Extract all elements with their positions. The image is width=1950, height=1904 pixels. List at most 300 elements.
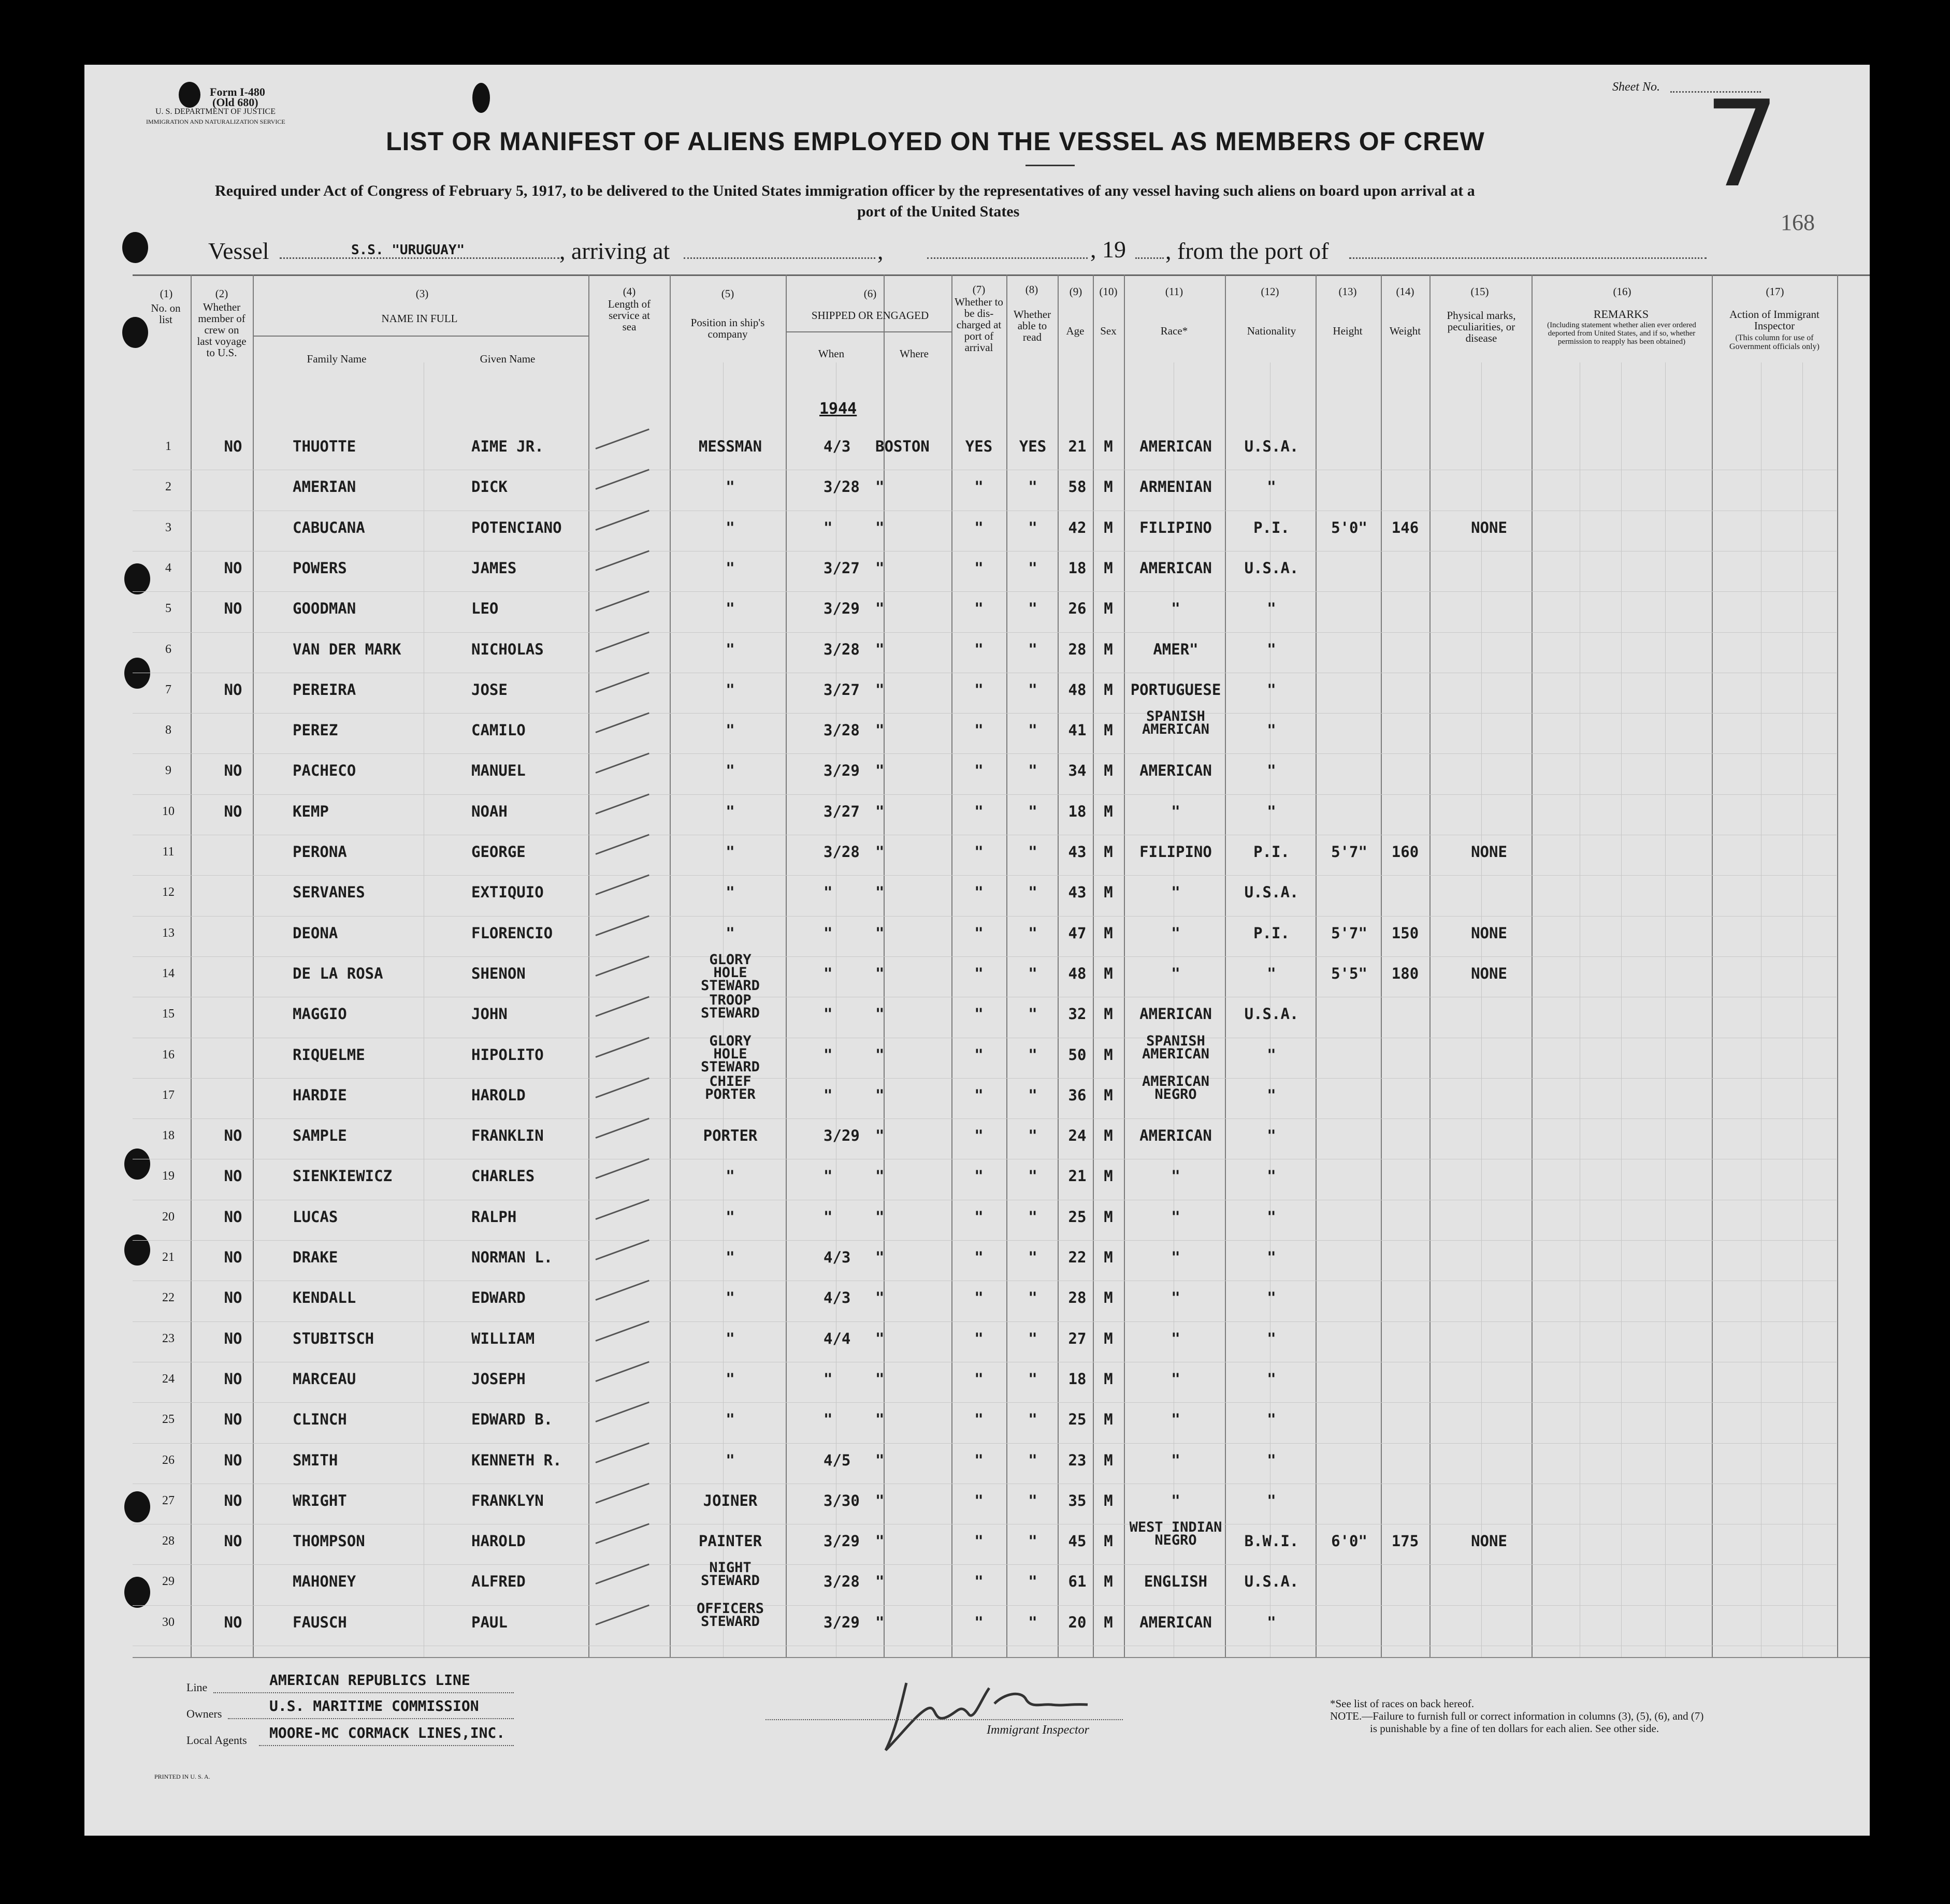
discharged: "	[974, 1045, 984, 1064]
owners-value: U.S. MARITIME COMMISSION	[269, 1697, 479, 1714]
col-15-header: Physical marks, peculiarities, or disease	[1447, 309, 1516, 344]
col-10-number: (10)	[1099, 285, 1118, 298]
col-4-header: Length of service at sea	[608, 298, 651, 333]
race: "	[1171, 1248, 1180, 1266]
height: 5'5"	[1331, 964, 1367, 982]
nationality: "	[1267, 1613, 1276, 1631]
age: 23	[1068, 1451, 1087, 1469]
physical-marks: NONE	[1471, 924, 1507, 942]
family-name: KENDALL	[293, 1289, 356, 1307]
position: "	[726, 843, 735, 861]
age: 27	[1068, 1329, 1087, 1347]
shipped-where: "	[875, 478, 885, 496]
discharged: "	[974, 1005, 984, 1023]
nationality: "	[1267, 1127, 1276, 1145]
sex: M	[1104, 640, 1113, 658]
shipped-where: "	[875, 883, 885, 902]
arriving-dotted-line	[684, 257, 875, 259]
weight: 160	[1391, 843, 1419, 861]
age: 32	[1068, 1005, 1087, 1023]
age: 35	[1068, 1491, 1087, 1509]
discharged: "	[974, 600, 984, 618]
given-name: MANUEL	[471, 762, 526, 780]
grid-line	[1621, 362, 1622, 1657]
row-rule	[133, 632, 1837, 633]
position: "	[726, 1329, 735, 1347]
race: "	[1171, 1289, 1180, 1307]
shipped-where: "	[875, 518, 885, 536]
age: 36	[1068, 1086, 1087, 1104]
position: "	[726, 1248, 735, 1266]
able-to-read: "	[1028, 924, 1037, 942]
previous-voyage: NO	[224, 559, 242, 577]
vessel-name: S.S. "URUGUAY"	[351, 242, 465, 258]
shipped-where: "	[875, 802, 885, 820]
position: "	[726, 640, 735, 658]
age: 42	[1068, 518, 1087, 536]
position: GLORY HOLE STEWARD	[701, 951, 760, 994]
age: 22	[1068, 1248, 1087, 1266]
discharged: "	[974, 843, 984, 861]
row-rule	[133, 1402, 1837, 1403]
age: 43	[1068, 843, 1087, 861]
given-name: LEO	[471, 600, 499, 618]
col-6-header: SHIPPED OR ENGAGED	[811, 309, 929, 322]
shipped-where: "	[875, 1329, 885, 1347]
discharged: "	[974, 1167, 984, 1185]
given-name: RALPH	[471, 1208, 517, 1226]
given-name: GEORGE	[471, 843, 526, 861]
col-13-header: Height	[1333, 325, 1363, 337]
row-rule	[133, 591, 1837, 592]
given-name: CHARLES	[471, 1167, 535, 1185]
col-divider	[786, 274, 787, 1657]
given-name: EXTIQUIO	[471, 883, 544, 902]
position: GLORY HOLE STEWARD	[701, 1033, 760, 1075]
nationality: P.I.	[1253, 518, 1290, 536]
family-name: STUBITSCH	[293, 1329, 374, 1347]
nationality: "	[1267, 802, 1276, 820]
race: "	[1171, 1451, 1180, 1469]
previous-voyage: NO	[224, 680, 242, 699]
race: "	[1171, 802, 1180, 820]
col-divider	[670, 274, 671, 1657]
family-name: DE LA ROSA	[293, 964, 383, 982]
row-number: 13	[162, 926, 175, 940]
able-to-read: "	[1028, 802, 1037, 820]
shipped-when: 3/28	[824, 843, 860, 861]
age: 61	[1068, 1573, 1087, 1591]
able-to-read: "	[1028, 478, 1037, 496]
row-number: 16	[162, 1048, 175, 1062]
sex: M	[1104, 721, 1113, 739]
discharged: "	[974, 1248, 984, 1266]
col-divider	[1837, 274, 1838, 1657]
row-number: 25	[162, 1413, 175, 1427]
row-rule	[133, 713, 1837, 714]
sex: M	[1104, 1167, 1113, 1185]
family-name: CLINCH	[293, 1411, 347, 1429]
nationality: U.S.A.	[1244, 883, 1299, 902]
age: 48	[1068, 964, 1087, 982]
race: AMERICAN	[1139, 1127, 1212, 1145]
able-to-read: "	[1028, 600, 1037, 618]
discharged: "	[974, 924, 984, 942]
position: CHIEF PORTER	[705, 1073, 756, 1102]
able-to-read: "	[1028, 1329, 1037, 1347]
shipped-when: 3/29	[824, 762, 860, 780]
family-name: PERONA	[293, 843, 347, 861]
col-8-number: (8)	[1025, 283, 1038, 296]
given-name: FLORENCIO	[471, 924, 553, 942]
position: PORTER	[703, 1127, 758, 1145]
position: NIGHT STEWARD	[701, 1560, 760, 1589]
col-divider	[1712, 274, 1713, 1657]
shipped-when: "	[824, 1045, 833, 1064]
discharged: "	[974, 1289, 984, 1307]
row-number: 12	[162, 885, 175, 899]
age: 25	[1068, 1411, 1087, 1429]
nationality: "	[1267, 1289, 1276, 1307]
col-divider	[1429, 274, 1431, 1657]
race: AMERICAN	[1139, 762, 1212, 780]
races-note: *See list of races on back hereof.	[1330, 1697, 1475, 1710]
col-14-number: (14)	[1396, 285, 1414, 298]
department: U. S. DEPARTMENT OF JUSTICE	[155, 107, 276, 116]
table-bottom-rule	[133, 1657, 1870, 1658]
shipped-when: 4/3	[824, 1289, 851, 1307]
row-number: 6	[165, 642, 171, 656]
nationality: U.S.A.	[1244, 438, 1299, 455]
shipped-when: "	[824, 1086, 833, 1104]
shipped-when: 3/29	[824, 1532, 860, 1550]
discharged: "	[974, 680, 984, 699]
sex: M	[1104, 1005, 1113, 1023]
nationality: "	[1267, 721, 1276, 739]
nationality: "	[1267, 1248, 1276, 1266]
shipped-where: "	[875, 1248, 885, 1266]
row-rule	[133, 1078, 1837, 1079]
row-number: 8	[165, 723, 171, 737]
shipped-when: 3/29	[824, 1127, 860, 1145]
position: "	[726, 1411, 735, 1429]
position: "	[726, 1451, 735, 1469]
row-number: 15	[162, 1007, 175, 1021]
sex: M	[1104, 1127, 1113, 1145]
col-3-rule	[253, 336, 588, 337]
able-to-read: "	[1028, 1045, 1037, 1064]
shipped-where: "	[875, 640, 885, 658]
previous-voyage: NO	[224, 1208, 242, 1226]
family-name: CABUCANA	[293, 518, 365, 536]
family-name: PEREIRA	[293, 680, 356, 699]
row-number: 3	[165, 520, 171, 534]
position: JOINER	[703, 1491, 758, 1509]
discharged: "	[974, 1208, 984, 1226]
service: IMMIGRATION AND NATURALIZATION SERVICE	[146, 118, 285, 125]
stamp-number: 168	[1781, 210, 1815, 235]
form-number: Form I-480	[210, 85, 265, 98]
previous-voyage: NO	[224, 1411, 242, 1429]
able-to-read: "	[1028, 762, 1037, 780]
age: 25	[1068, 1208, 1087, 1226]
punch-hole	[122, 317, 148, 348]
position: OFFICERS STEWARD	[696, 1600, 764, 1630]
shipped-when: 3/28	[824, 640, 860, 658]
nationality: "	[1267, 1329, 1276, 1347]
shipped-when: "	[824, 924, 833, 942]
given-name: AIME JR.	[471, 438, 544, 455]
discharged: "	[974, 1329, 984, 1347]
row-number: 21	[162, 1251, 175, 1264]
discharged: "	[974, 802, 984, 820]
owners-label: Owners	[186, 1707, 222, 1720]
col-7-number: (7)	[972, 283, 986, 296]
row-number: 22	[162, 1291, 175, 1305]
shipped-when: 4/4	[824, 1329, 851, 1347]
family-name: AMERIAN	[293, 478, 356, 496]
shipped-where: "	[875, 1613, 885, 1631]
arriving-comma: ,	[877, 238, 884, 264]
discharged: "	[974, 1127, 984, 1145]
able-to-read: "	[1028, 964, 1037, 982]
col-3-number: (3)	[415, 287, 429, 300]
punch-hole	[179, 82, 200, 108]
given-name: PAUL	[471, 1613, 508, 1631]
nationality: U.S.A.	[1244, 1005, 1299, 1023]
nationality: "	[1267, 680, 1276, 699]
position: "	[726, 680, 735, 699]
col-16-header: REMARKS	[1593, 308, 1649, 321]
family-name: WRIGHT	[293, 1491, 347, 1509]
given-name: FRANKLYN	[471, 1491, 544, 1509]
previous-voyage: NO	[224, 1127, 242, 1145]
row-number: 28	[162, 1534, 175, 1548]
family-name: MARCEAU	[293, 1370, 356, 1388]
row-rule	[133, 1240, 1837, 1241]
col-2-number: (2)	[215, 287, 228, 300]
able-to-read: "	[1028, 640, 1037, 658]
nationality: "	[1267, 964, 1276, 982]
col-divider	[951, 274, 952, 1657]
shipped-when: 3/28	[824, 478, 860, 496]
able-to-read: "	[1028, 1451, 1037, 1469]
shipped-when: "	[824, 1005, 833, 1023]
family-name: SAMPLE	[293, 1127, 347, 1145]
row-number: 11	[162, 845, 175, 859]
race: "	[1171, 1329, 1180, 1347]
col-8-header: Whether able to read	[1013, 308, 1051, 343]
sex: M	[1104, 964, 1113, 982]
row-number: 4	[165, 561, 171, 575]
weight: 150	[1391, 924, 1419, 942]
physical-marks: NONE	[1471, 518, 1507, 536]
grid-line	[1665, 362, 1666, 1657]
family-name: DRAKE	[293, 1248, 338, 1266]
line-dotted	[213, 1692, 514, 1693]
sex: M	[1104, 1411, 1113, 1429]
race: SPANISH AMERICAN	[1142, 1033, 1210, 1062]
punch-hole	[472, 83, 490, 113]
family-name: FAUSCH	[293, 1613, 347, 1631]
punch-hole	[122, 232, 148, 263]
nationality: U.S.A.	[1244, 559, 1299, 577]
able-to-read: "	[1028, 1370, 1037, 1388]
race: AMERICAN NEGRO	[1142, 1073, 1210, 1102]
able-to-read: "	[1028, 1573, 1037, 1591]
col-divider	[1225, 274, 1226, 1657]
shipped-where: "	[875, 964, 885, 982]
weight: 175	[1391, 1532, 1419, 1550]
race: "	[1171, 964, 1180, 982]
height: 6'0"	[1331, 1532, 1367, 1550]
previous-voyage: NO	[224, 1532, 242, 1550]
previous-voyage: NO	[224, 1451, 242, 1469]
row-number: 20	[162, 1210, 175, 1224]
col-divider	[253, 274, 254, 1657]
col-17-subheader: (This column for use of Government officials only)	[1729, 333, 1819, 351]
discharged: "	[974, 1086, 984, 1104]
row-number: 23	[162, 1331, 175, 1345]
age: 24	[1068, 1127, 1087, 1145]
row-number: 26	[162, 1453, 175, 1467]
col-9-header: Age	[1066, 325, 1085, 337]
race: AMERICAN	[1139, 1005, 1212, 1023]
shipped-when: 3/27	[824, 802, 860, 820]
shipped-when: "	[824, 1167, 833, 1185]
shipped-where: "	[875, 559, 885, 577]
note-line-1: NOTE.—Failure to furnish full or correct information in columns (3), (5), (6), and (7)	[1330, 1710, 1704, 1722]
shipped-where: "	[875, 1573, 885, 1591]
discharged: YES	[965, 438, 993, 455]
able-to-read: "	[1028, 883, 1037, 902]
age: 34	[1068, 762, 1087, 780]
discharged: "	[974, 1451, 984, 1469]
col-3b-header: Given Name	[480, 353, 536, 365]
owners-dotted	[228, 1718, 514, 1719]
row-number: 24	[162, 1372, 175, 1386]
shipped-when: 3/28	[824, 1573, 860, 1591]
year-prefix: , 19	[1090, 236, 1126, 263]
race: FILIPINO	[1139, 518, 1212, 536]
shipped-when: "	[824, 518, 833, 536]
position: TROOP STEWARD	[701, 992, 760, 1022]
able-to-read: "	[1028, 1532, 1037, 1550]
shipped-when: 3/27	[824, 680, 860, 699]
col-7-header: Whether to be dis-charged at port of arrival	[955, 296, 1003, 354]
height: 5'7"	[1331, 924, 1367, 942]
age: 28	[1068, 640, 1087, 658]
race: "	[1171, 1167, 1180, 1185]
race: AMER"	[1153, 640, 1198, 658]
position: MESSMAN	[698, 438, 762, 455]
agents-dotted	[259, 1745, 514, 1746]
position: "	[726, 518, 735, 536]
previous-voyage: NO	[224, 762, 242, 780]
nationality: "	[1267, 1208, 1276, 1226]
shipped-where: "	[875, 1005, 885, 1023]
col-5-number: (5)	[721, 287, 734, 300]
sex: M	[1104, 478, 1113, 496]
given-name: JOHN	[471, 1005, 508, 1023]
age: 28	[1068, 1289, 1087, 1307]
col-12-header: Nationality	[1247, 325, 1296, 337]
age: 26	[1068, 600, 1087, 618]
given-name: NORMAN L.	[471, 1248, 553, 1266]
shipped-where: "	[875, 843, 885, 861]
age: 58	[1068, 478, 1087, 496]
position: "	[726, 802, 735, 820]
col-12-number: (12)	[1261, 285, 1279, 298]
row-number: 14	[162, 966, 175, 980]
sex: M	[1104, 1451, 1113, 1469]
able-to-read: "	[1028, 1613, 1037, 1631]
row-number: 9	[165, 764, 171, 778]
col-16-number: (16)	[1613, 285, 1631, 298]
discharged: "	[974, 1613, 984, 1631]
age: 21	[1068, 438, 1087, 455]
family-name: VAN DER MARK	[293, 640, 401, 658]
family-name: KEMP	[293, 802, 329, 820]
row-rule	[133, 1443, 1837, 1444]
row-rule	[133, 1605, 1837, 1606]
given-name: POTENCIANO	[471, 518, 562, 536]
col-6-number: (6)	[863, 287, 877, 300]
date-dotted-line	[927, 257, 1088, 259]
col-13-number: (13)	[1338, 285, 1357, 298]
shipped-when: 4/3	[824, 438, 851, 455]
height: 5'7"	[1331, 843, 1367, 861]
nationality: "	[1267, 1370, 1276, 1388]
able-to-read: "	[1028, 559, 1037, 577]
previous-voyage: NO	[224, 600, 242, 618]
col-10-header: Sex	[1100, 325, 1117, 337]
given-name: FRANKLIN	[471, 1127, 544, 1145]
able-to-read: "	[1028, 721, 1037, 739]
nationality: "	[1267, 1167, 1276, 1185]
sex: M	[1104, 559, 1113, 577]
col-9-number: (9)	[1069, 285, 1082, 298]
sex: M	[1104, 1289, 1113, 1307]
row-number: 17	[162, 1088, 175, 1102]
shipped-where: "	[875, 1127, 885, 1145]
sex: M	[1104, 1491, 1113, 1509]
previous-voyage: NO	[224, 1329, 242, 1347]
weight: 180	[1391, 964, 1419, 982]
col-5-header: Position in ship's company	[690, 316, 765, 340]
col-11-number: (11)	[1165, 285, 1183, 298]
sex: M	[1104, 883, 1113, 902]
family-name: SMITH	[293, 1451, 338, 1469]
race: FILIPINO	[1139, 843, 1212, 861]
shipped-where: "	[875, 1411, 885, 1429]
discharged: "	[974, 1370, 984, 1388]
discharged: "	[974, 559, 984, 577]
age: 41	[1068, 721, 1087, 739]
row-number: 29	[162, 1575, 175, 1589]
col-15-number: (15)	[1470, 285, 1489, 298]
race: "	[1171, 1208, 1180, 1226]
table-top-rule	[133, 274, 1870, 276]
shipped-when: 4/5	[824, 1451, 851, 1469]
shipped-where: "	[875, 762, 885, 780]
able-to-read: "	[1028, 1491, 1037, 1509]
shipped-when: "	[824, 1208, 833, 1226]
race: "	[1171, 924, 1180, 942]
shipped-where: "	[875, 1086, 885, 1104]
col-3-header: NAME IN FULL	[381, 312, 458, 325]
position: "	[726, 1289, 735, 1307]
